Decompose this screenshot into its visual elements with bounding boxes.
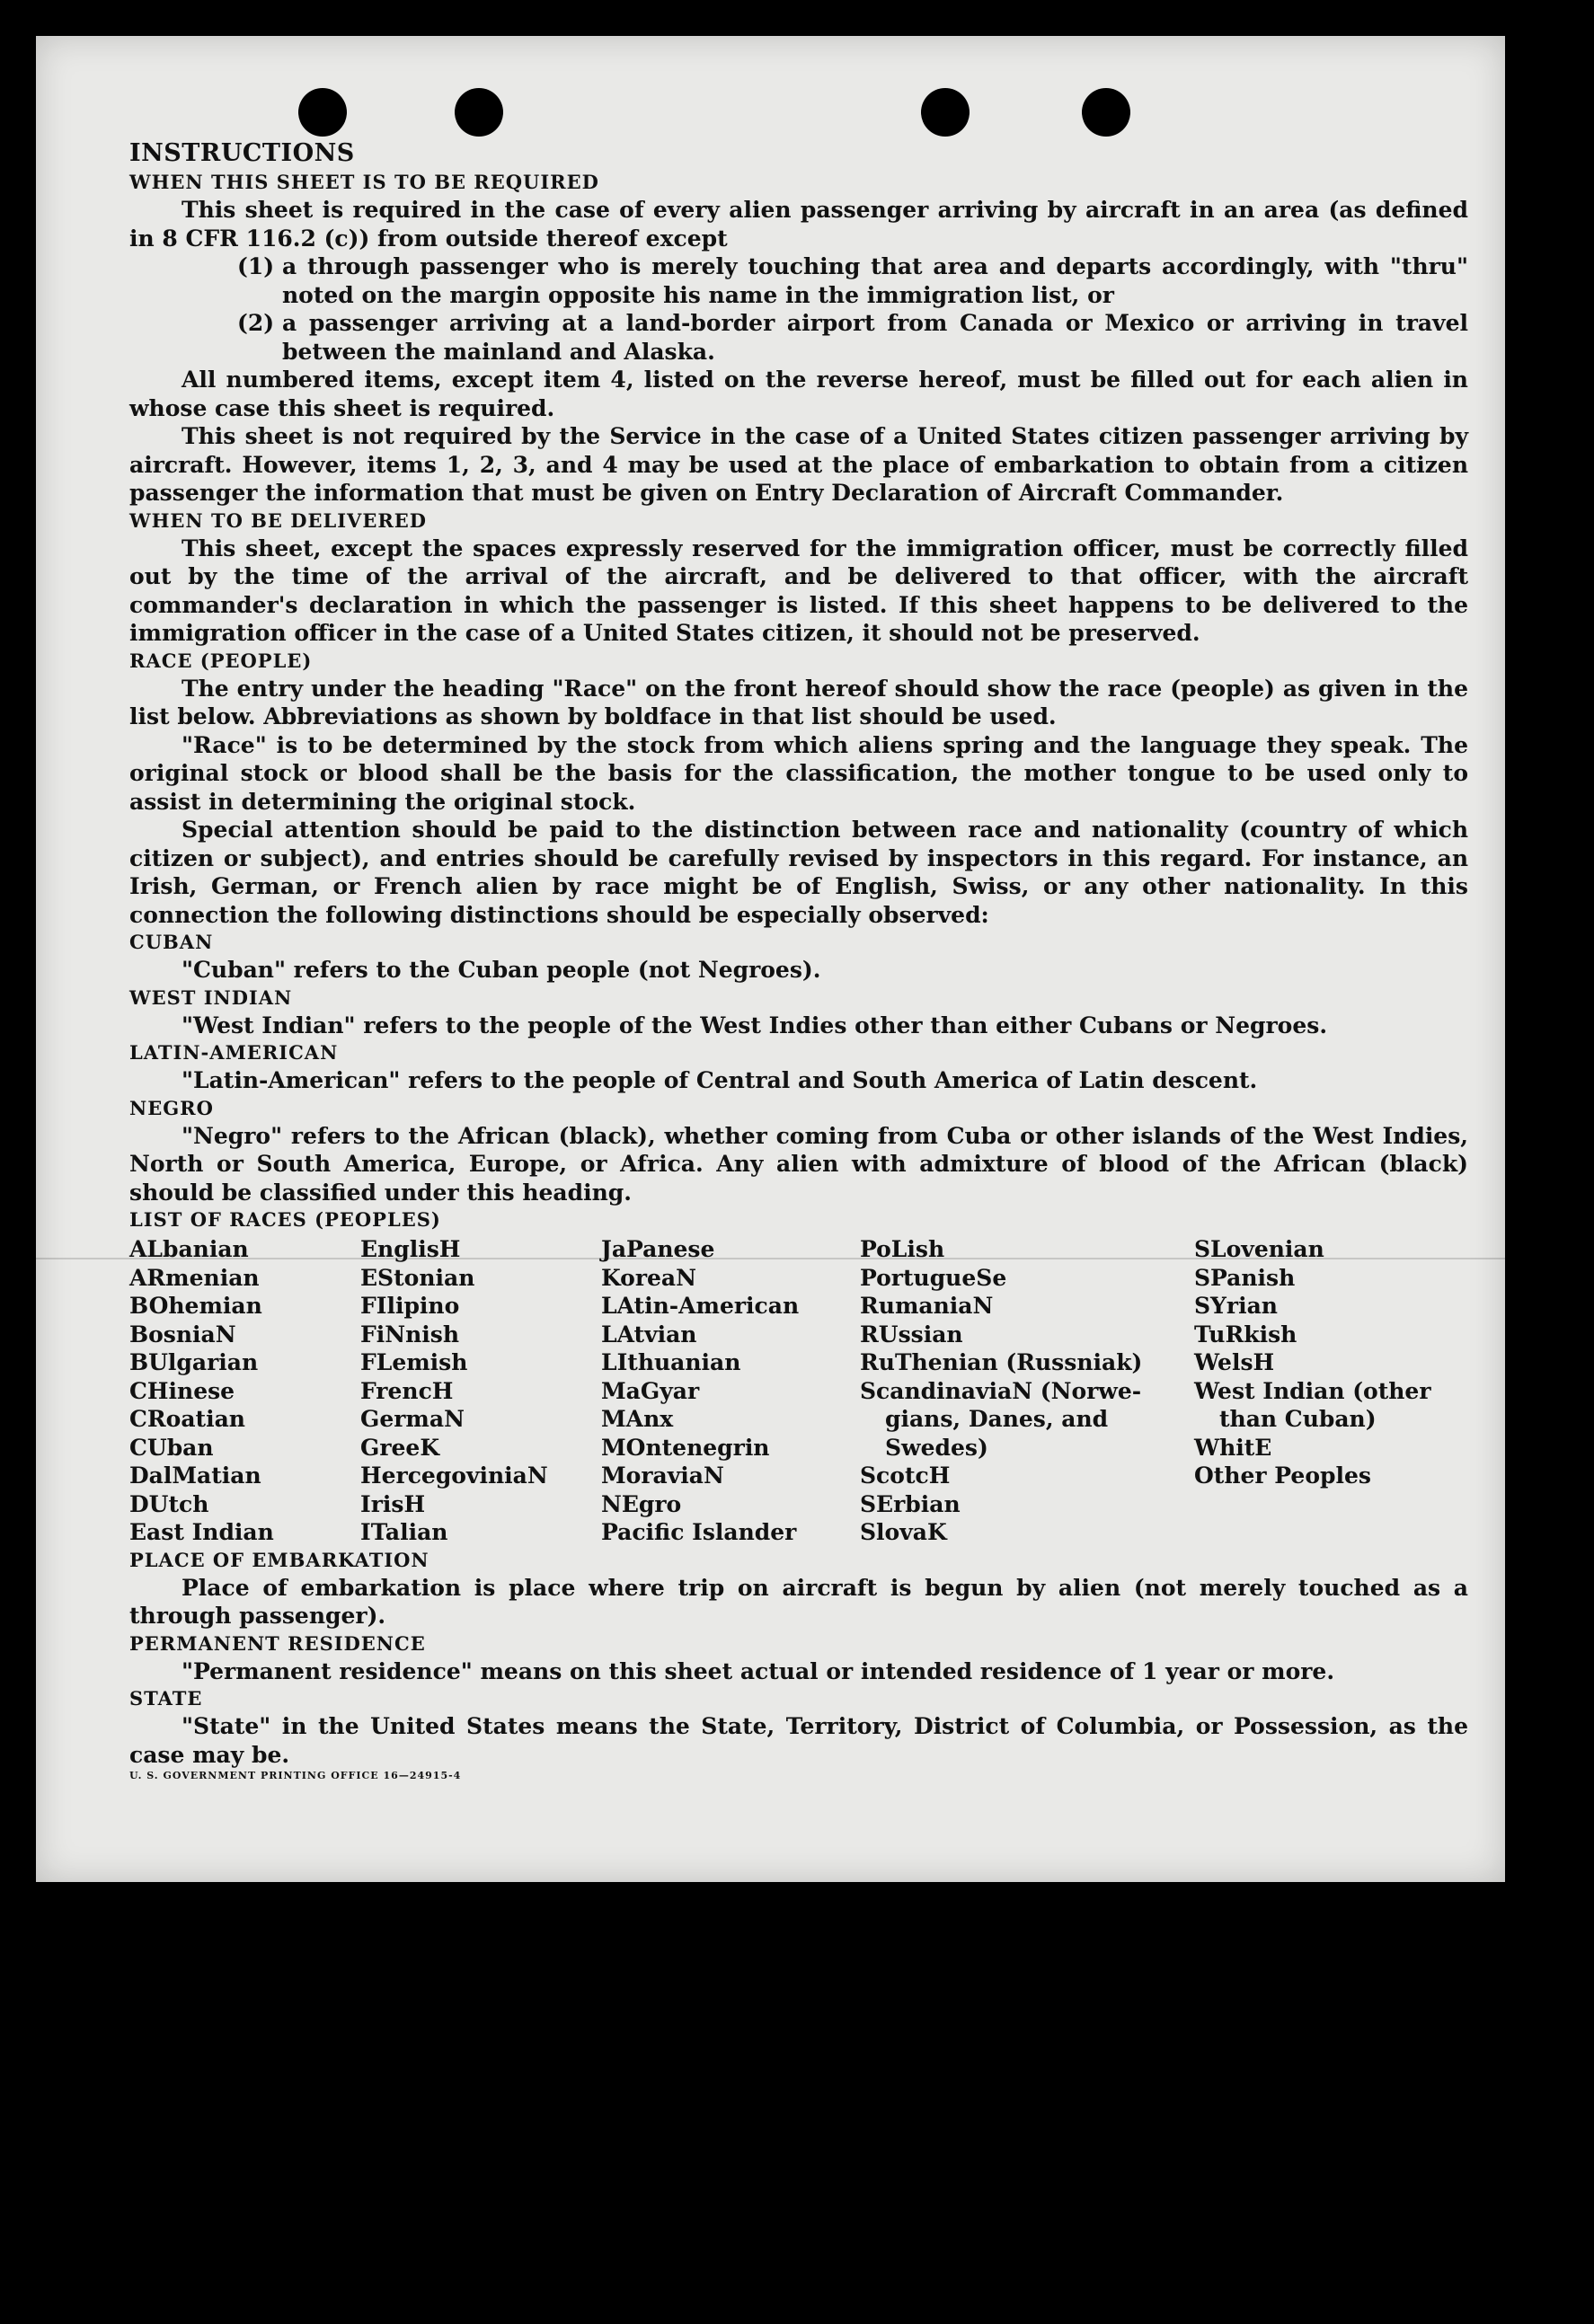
race-entry: GreeK [360, 1434, 440, 1461]
race-entry: East Indian [129, 1519, 274, 1545]
race-entry: RUssian [860, 1321, 963, 1348]
race-entry: SLovenian [1194, 1236, 1324, 1262]
race-entry: Other Peoples [1194, 1462, 1371, 1489]
item-text: a through passenger who is merely touching that area and departs accordingly, with "thru" noted on the margin opposite his name in the immigration list, or [282, 253, 1468, 308]
race-entry: CRoatian [129, 1406, 245, 1432]
race-entry: BosniaN [129, 1321, 236, 1348]
race-entry: LAtin-American [601, 1293, 800, 1319]
race-entry: SPanish [1194, 1264, 1296, 1291]
race-entry: FIlipino [360, 1293, 460, 1319]
races-table [129, 1235, 1468, 1547]
races-column-1 [129, 1235, 360, 1547]
race-entry: West Indian (other [1194, 1377, 1431, 1404]
paragraph: "State" in the United States means the State, Territory, District of Columbia, or Possession, as the case may be. [129, 1713, 1468, 1768]
paragraph: "Latin-American" refers to the people of Central and South America of Latin descent. [182, 1067, 1258, 1093]
race-entry: ScotcH [860, 1462, 951, 1489]
punch-hole [1082, 88, 1130, 137]
list-item [237, 252, 1468, 309]
race-entry: GermaN [360, 1406, 465, 1432]
race-entry: TuRkish [1194, 1321, 1297, 1348]
race-entry: HercegoviniaN [360, 1462, 548, 1489]
paragraph: "West Indian" refers to the people of the West Indies other than either Cubans or Negroes. [182, 1012, 1328, 1038]
races-column-2 [360, 1235, 601, 1547]
race-entry: JaPanese [601, 1236, 715, 1262]
races-column-5 [1194, 1235, 1468, 1547]
paragraph: "Permanent residence" means on this sheet actual or intended residence of 1 year or more. [182, 1657, 1335, 1684]
heading-west-indian: WEST INDIAN [129, 985, 293, 1009]
punch-hole [921, 88, 970, 137]
heading-cuban: CUBAN [129, 931, 214, 953]
race-entry: MoraviaN [601, 1462, 724, 1489]
race-entry: NEgro [601, 1490, 682, 1517]
race-entry: DUtch [129, 1490, 209, 1517]
heading-when-required: WHEN THIS SHEET IS TO BE REQUIRED [129, 171, 599, 193]
printer-imprint: U. S. GOVERNMENT PRINTING OFFICE 16—24915-4 [129, 1770, 462, 1781]
race-entry: IrisH [360, 1490, 426, 1517]
race-entry: ARmenian [129, 1264, 260, 1291]
race-entry: ITalian [360, 1519, 448, 1545]
paragraph: This sheet is not required by the Service in the case of a United States citizen passenger arriving by aircraft. However, items 1, 2, 3, and 4 may be used at the place of embarkation to obtain from a citizen passenger the information that must be given on Entry Declaration of Aircraft Commander. [129, 423, 1468, 506]
race-entry: BUlgarian [129, 1349, 259, 1375]
race-entry: PortugueSe [860, 1264, 1007, 1291]
paragraph: "Cuban" refers to the Cuban people (not Negroes). [182, 957, 821, 983]
punch-hole [455, 88, 503, 137]
race-entry: WhitE [1194, 1434, 1272, 1461]
race-entry: DalMatian [129, 1462, 261, 1489]
paragraph: This sheet, except the spaces expressly reserved for the immigration officer, must be correctly filled out by the time of the arrival of the aircraft, and be delivered to that officer, with the aircraft commander's declaration in which the passenger is listed. If this sheet happens to be delivered to the immigration officer in the case of a United States citizen, it should not be preserved. [129, 535, 1468, 646]
paragraph: Special attention should be paid to the distinction between race and nationality (country of which citizen or subject), and entries should be carefully revised by inspectors in this regard. For instance, an Irish, German, or French alien by race might be of English, Swiss, or any other nationality. In this connection the following distinctions should be especially observed: [129, 817, 1468, 928]
paragraph: "Negro" refers to the African (black), whether coming from Cuba or other islands of the West Indies, North or South America, Europe, or Africa. Any alien with admixture of blood of the African (black) should be classified under this heading. [129, 1122, 1468, 1206]
race-entry: EStonian [360, 1264, 475, 1291]
list-item [237, 309, 1468, 366]
race-entry: SErbian [860, 1490, 961, 1517]
race-entry: RumaniaN [860, 1293, 994, 1319]
race-entry: PoLish [860, 1236, 945, 1262]
heading-permanent-residence: PERMANENT RESIDENCE [129, 1631, 426, 1655]
heading-list-of-races: LIST OF RACES (PEOPLES) [129, 1208, 441, 1231]
item-number: (2) [237, 310, 275, 336]
race-entry: Swedes) [885, 1434, 988, 1461]
race-entry: BOhemian [129, 1293, 262, 1319]
race-entry: ScandinaviaN (Norwe- [860, 1377, 1142, 1404]
paragraph: This sheet is required in the case of every alien passenger arriving by aircraft in an area (as defined in 8 CFR 116.2 (c)) from outside thereof except [129, 197, 1468, 252]
race-entry: than Cuban) [1219, 1406, 1377, 1432]
race-entry: LAtvian [601, 1321, 697, 1348]
races-column-4 [860, 1235, 1194, 1547]
race-entry: SlovaK [860, 1519, 947, 1545]
races-column-3 [601, 1235, 860, 1547]
race-entry: KoreaN [601, 1264, 696, 1291]
race-entry: FrencH [360, 1377, 454, 1404]
paragraph: "Race" is to be determined by the stock from which aliens spring and the language they speak. The original stock or blood shall be the basis for the classification, the mother tongue to be used only to assist in determining the original stock. [129, 731, 1468, 815]
item-text: a passenger arriving at a land-border airport from Canada or Mexico or arriving in travel between the mainland and Alaska. [282, 310, 1468, 365]
race-entry: WelsH [1194, 1349, 1275, 1375]
paragraph: The entry under the heading "Race" on the front hereof should show the race (people) as given in the list below. Abbreviations as shown by boldface in that list should be used. [129, 675, 1468, 729]
heading-state: STATE [129, 1687, 203, 1710]
race-entry: gians, Danes, and [885, 1406, 1109, 1432]
heading-negro: NEGRO [129, 1096, 214, 1119]
race-entry: ALbanian [129, 1236, 249, 1262]
page-title: INSTRUCTIONS [129, 139, 355, 167]
race-entry: CUban [129, 1434, 214, 1461]
heading-race: RACE (PEOPLE) [129, 649, 313, 672]
punch-hole [298, 88, 347, 137]
race-entry: FiNnish [360, 1321, 460, 1348]
instructions-body [129, 138, 1468, 1783]
race-entry: MAnx [601, 1406, 674, 1432]
race-entry: FLemish [360, 1349, 468, 1375]
heading-place-of-embarkation: PLACE OF EMBARKATION [129, 1548, 429, 1571]
race-entry: SYrian [1194, 1293, 1278, 1319]
paragraph: All numbered items, except item 4, listed on the reverse hereof, must be filled out for each alien in whose case this sheet is required. [129, 367, 1468, 421]
race-entry: Pacific Islander [601, 1519, 797, 1545]
race-entry: MaGyar [601, 1377, 700, 1404]
heading-latin-american: LATIN-AMERICAN [129, 1041, 339, 1064]
item-number: (1) [237, 253, 275, 279]
race-entry: LIthuanian [601, 1349, 741, 1375]
race-entry: CHinese [129, 1377, 235, 1404]
heading-when-delivered: WHEN TO BE DELIVERED [129, 508, 428, 532]
paragraph: Place of embarkation is place where trip on aircraft is begun by alien (not merely touched as a through passenger). [129, 1574, 1468, 1629]
race-entry: EnglisH [360, 1236, 461, 1262]
race-entry: RuThenian (Russniak) [860, 1349, 1143, 1375]
document-sheet [36, 36, 1505, 1882]
race-entry: MOntenegrin [601, 1434, 770, 1461]
